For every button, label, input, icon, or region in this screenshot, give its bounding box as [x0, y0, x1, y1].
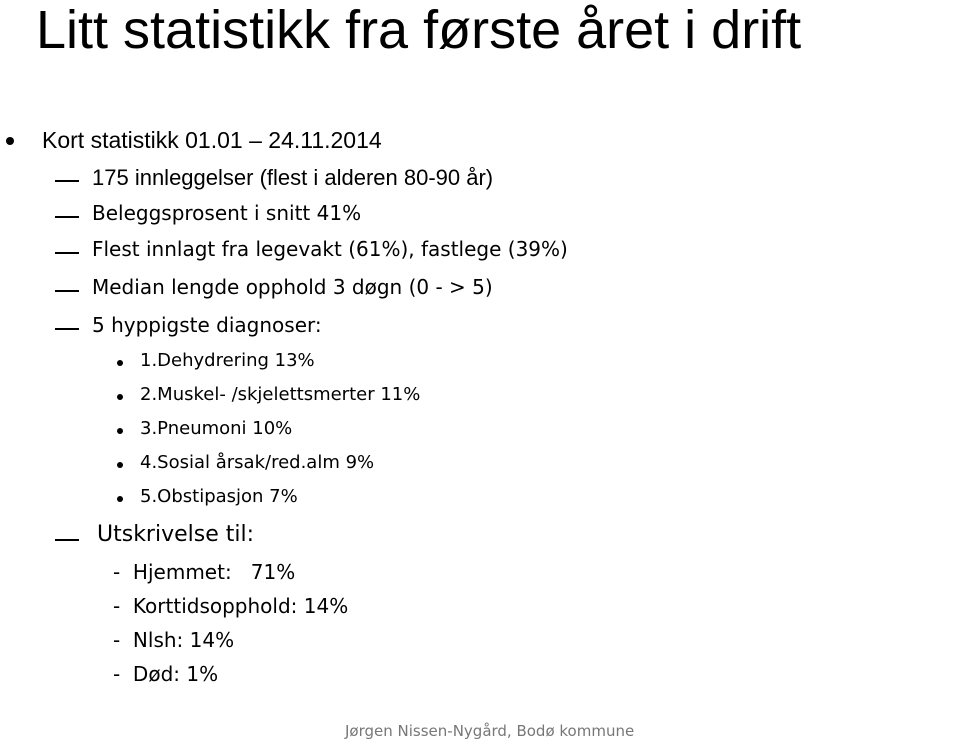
discharge-item: - Nlsh: 14%	[113, 628, 235, 652]
diagnosis-item: 1.Dehydrering 13%	[140, 350, 315, 371]
dash-bullet-icon	[55, 328, 79, 330]
slide-title: Litt statistikk fra første året i drift	[36, 0, 802, 60]
discharge-item: - Korttidsopphold: 14%	[113, 594, 349, 618]
diagnosis-item: 2.Muskel- /skjelettsmerter 11%	[140, 384, 421, 405]
dash-bullet-icon	[55, 252, 79, 254]
diagnosis-item: 4.Sosial årsak/red.alm 9%	[140, 452, 375, 473]
slide-footer: Jørgen Nissen-Nygård, Bodø kommune	[345, 722, 635, 740]
dash-bullet-icon	[55, 290, 79, 292]
bullet-dot-icon	[6, 137, 14, 145]
discharge-item: - Død: 1%	[113, 662, 219, 686]
discharge-heading: Utskrivelse til:	[97, 522, 255, 547]
bullet-dot-icon	[117, 462, 123, 468]
main-bullet-text: Kort statistikk 01.01 – 24.11.2014	[42, 127, 382, 153]
bullet-dot-icon	[117, 428, 123, 434]
sub-item: 175 innleggelser (flest i alderen 80-90 år)	[92, 165, 494, 190]
diagnosis-item: 5.Obstipasjon 7%	[140, 486, 298, 507]
bullet-dot-icon	[117, 496, 123, 502]
sub-item: 5 hyppigste diagnoser:	[92, 313, 322, 337]
sub-item: Median lengde opphold 3 døgn (0 - > 5)	[92, 275, 493, 299]
discharge-item: - Hjemmet: 71%	[113, 560, 296, 584]
sub-item: Beleggsprosent i snitt 41%	[92, 201, 362, 225]
dash-bullet-icon	[55, 180, 79, 182]
sub-item: Flest innlagt fra legevakt (61%), fastlege (39%)	[92, 237, 568, 261]
bullet-dot-icon	[117, 360, 123, 366]
dash-bullet-icon	[55, 539, 79, 541]
dash-bullet-icon	[55, 216, 79, 218]
diagnosis-item: 3.Pneumoni 10%	[140, 418, 293, 439]
bullet-dot-icon	[117, 394, 123, 400]
